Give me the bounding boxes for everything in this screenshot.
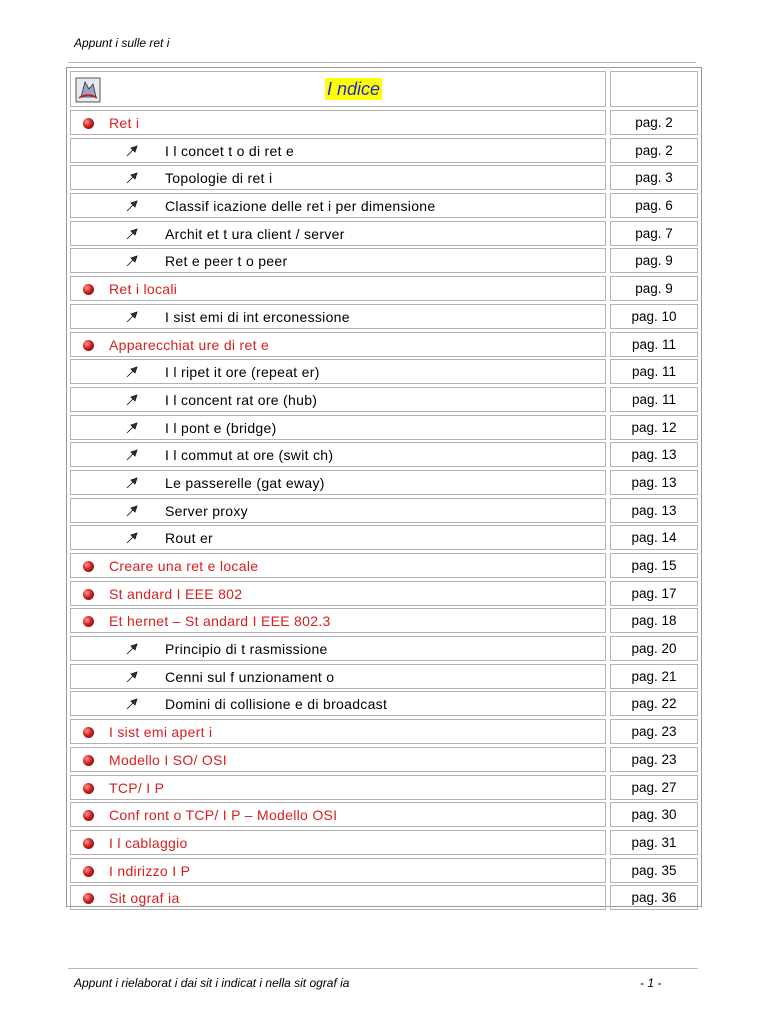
- footer-rule: [68, 968, 698, 969]
- arrow-bullet-icon: [126, 145, 138, 157]
- toc-row: [70, 304, 698, 332]
- toc-entry-cell: [70, 608, 606, 633]
- toc-page-ref: pag. 13: [610, 470, 698, 495]
- toc-entry-cell: [70, 415, 606, 440]
- toc-page-ref: pag. 23: [610, 747, 698, 772]
- arrow-bullet-icon: [126, 643, 138, 655]
- toc-section-label: I sist emi apert i: [109, 724, 213, 741]
- red-bullet-icon: [83, 893, 94, 904]
- toc-section-label: Ret i locali: [109, 281, 178, 298]
- toc-row: [70, 775, 698, 803]
- red-bullet-icon: [83, 866, 94, 877]
- toc-subsection-label: I l pont e (bridge): [165, 419, 277, 436]
- toc-title-cell: [70, 71, 606, 107]
- toc-entry-cell: [70, 221, 606, 246]
- toc-entry-cell: [70, 830, 606, 855]
- toc-entry-cell: [70, 664, 606, 689]
- toc-row: [70, 885, 698, 913]
- toc-page-ref: pag. 9: [610, 276, 698, 301]
- toc-header-row: [70, 71, 676, 107]
- document-icon: [75, 77, 101, 103]
- toc-section-label: St andard I EEE 802: [109, 585, 243, 602]
- toc-page-ref: pag. 15: [610, 553, 698, 578]
- toc-entry-cell: [70, 691, 606, 716]
- toc-entry-cell: [70, 802, 606, 827]
- toc-section-label: Modello I SO/ OSI: [109, 751, 227, 768]
- toc-page-ref: pag. 13: [610, 498, 698, 523]
- toc-subsection-label: Le passerelle (gat eway): [165, 474, 325, 491]
- toc-page-ref: pag. 35: [610, 858, 698, 883]
- toc-page-ref: pag. 12: [610, 415, 698, 440]
- arrow-bullet-icon: [126, 255, 138, 267]
- toc-row: [70, 110, 698, 138]
- toc-row: [70, 608, 698, 636]
- toc-row: [70, 359, 698, 387]
- toc-entry-cell: [70, 581, 606, 606]
- toc-entry-cell: [70, 248, 606, 273]
- toc-page-ref: pag. 10: [610, 304, 698, 329]
- toc-section-label: Apparecchiat ure di ret e: [109, 336, 270, 353]
- toc-entry-cell: [70, 636, 606, 661]
- toc-row: [70, 691, 698, 719]
- toc-subsection-label: I sist emi di int erconessione: [165, 308, 350, 325]
- toc-subsection-label: Classif icazione delle ret i per dimensione: [165, 198, 436, 215]
- toc-entry-cell: [70, 442, 606, 467]
- toc-row: [70, 553, 698, 581]
- toc-section-label: Ret i: [109, 115, 140, 131]
- toc-subsection-label: Archit et t ura client / server: [165, 225, 345, 242]
- toc-page-ref: pag. 14: [610, 525, 698, 550]
- toc-row: [70, 248, 698, 276]
- arrow-bullet-icon: [126, 422, 138, 434]
- toc-entry-cell: [70, 525, 606, 550]
- red-bullet-icon: [83, 284, 94, 295]
- toc-section-label: I l cablaggio: [109, 834, 188, 851]
- red-bullet-icon: [83, 783, 94, 794]
- toc-row: [70, 664, 698, 692]
- toc-page-ref: pag. 17: [610, 581, 698, 606]
- toc-subsection-label: Domini di collisione e di broadcast: [165, 696, 388, 713]
- toc-row: [70, 442, 698, 470]
- toc-entry-cell: [70, 470, 606, 495]
- arrow-bullet-icon: [126, 505, 138, 517]
- toc-entry-cell: [70, 193, 606, 218]
- arrow-bullet-icon: [126, 449, 138, 461]
- toc-page-ref: pag. 7: [610, 221, 698, 246]
- red-bullet-icon: [83, 810, 94, 821]
- toc-section-label: Creare una ret e locale: [109, 558, 259, 574]
- toc-row: [70, 498, 698, 526]
- toc-row: [70, 221, 698, 249]
- toc-entries: [70, 110, 698, 913]
- toc-page-ref: pag. 2: [610, 138, 698, 163]
- toc-entry-cell: [70, 387, 606, 412]
- red-bullet-icon: [83, 118, 94, 129]
- toc-entry-cell: [70, 719, 606, 744]
- toc-entry-cell: [70, 332, 606, 357]
- toc-title-page-cell: [610, 71, 698, 107]
- toc-subsection-label: I l commut at ore (swit ch): [165, 447, 334, 464]
- toc-section-label: Et hernet – St andard I EEE 802.3: [109, 613, 331, 630]
- red-bullet-icon: [83, 561, 94, 572]
- toc-row: [70, 858, 698, 886]
- arrow-bullet-icon: [126, 200, 138, 212]
- toc-entry-cell: [70, 553, 606, 578]
- toc-row: [70, 165, 698, 193]
- toc-title: I ndice: [327, 79, 381, 99]
- toc-page-ref: pag. 11: [610, 359, 698, 384]
- toc-page-ref: pag. 11: [610, 332, 698, 357]
- toc-page-ref: pag. 21: [610, 664, 698, 689]
- arrow-bullet-icon: [126, 477, 138, 489]
- toc-subsection-label: Cenni sul f unzionament o: [165, 668, 335, 685]
- toc-subsection-label: Rout er: [165, 530, 214, 547]
- toc-subsection-label: I l concet t o di ret e: [165, 142, 295, 159]
- toc-page-ref: pag. 6: [610, 193, 698, 218]
- toc-section-label: Sit ograf ia: [109, 890, 180, 907]
- toc-row: [70, 387, 698, 415]
- toc-page-ref: pag. 31: [610, 830, 698, 855]
- page-number: - 1 -: [640, 976, 662, 990]
- toc-entry-cell: [70, 276, 606, 301]
- red-bullet-icon: [83, 589, 94, 600]
- toc-subsection-label: Topologie di ret i: [165, 170, 273, 187]
- toc-page-ref: pag. 20: [610, 636, 698, 661]
- toc-row: [70, 719, 698, 747]
- toc-entry-cell: [70, 885, 606, 910]
- arrow-bullet-icon: [126, 172, 138, 184]
- arrow-bullet-icon: [126, 311, 138, 323]
- toc-row: [70, 276, 698, 304]
- toc-entry-cell: [70, 304, 606, 329]
- toc-row: [70, 830, 698, 858]
- arrow-bullet-icon: [126, 366, 138, 378]
- toc-entry-cell: [70, 110, 606, 135]
- toc-page-ref: pag. 18: [610, 608, 698, 633]
- toc-subsection-label: I l ripet it ore (repeat er): [165, 364, 320, 381]
- toc-section-label: I ndirizzo I P: [109, 862, 191, 879]
- toc-subsection-label: Principio di t rasmissione: [165, 641, 328, 658]
- arrow-bullet-icon: [126, 532, 138, 544]
- toc-page-ref: pag. 2: [610, 110, 698, 135]
- toc-entry-cell: [70, 858, 606, 883]
- toc-page-ref: pag. 3: [610, 165, 698, 190]
- arrow-bullet-icon: [126, 671, 138, 683]
- toc-row: [70, 525, 698, 553]
- toc-entry-cell: [70, 138, 606, 163]
- toc-row: [70, 138, 698, 166]
- red-bullet-icon: [83, 616, 94, 627]
- toc-page-ref: pag. 23: [610, 719, 698, 744]
- toc-page-ref: pag. 9: [610, 248, 698, 273]
- toc-row: [70, 802, 698, 830]
- toc-section-label: TCP/ I P: [109, 779, 165, 796]
- toc-row: [70, 332, 698, 360]
- toc-page-ref: pag. 30: [610, 802, 698, 827]
- toc-section-label: Conf ront o TCP/ I P – Modello OSI: [109, 807, 338, 824]
- header-rule: [68, 62, 696, 63]
- toc-subsection-label: Ret e peer t o peer: [165, 253, 288, 270]
- toc-subsection-label: Server proxy: [165, 502, 248, 519]
- toc-page-ref: pag. 13: [610, 442, 698, 467]
- toc-page-ref: pag. 11: [610, 387, 698, 412]
- toc-entry-cell: [70, 498, 606, 523]
- red-bullet-icon: [83, 838, 94, 849]
- toc-row: [70, 415, 698, 443]
- running-header: Appunt i sulle ret i: [74, 36, 170, 50]
- toc-entry-cell: [70, 747, 606, 772]
- toc-row: [70, 581, 698, 609]
- toc-row: [70, 747, 698, 775]
- toc-page-ref: pag. 22: [610, 691, 698, 716]
- toc-row: [70, 470, 698, 498]
- red-bullet-icon: [83, 340, 94, 351]
- toc-row: [70, 193, 698, 221]
- toc-entry-cell: [70, 775, 606, 800]
- toc-page-ref: pag. 36: [610, 885, 698, 910]
- toc-page-ref: pag. 27: [610, 775, 698, 800]
- arrow-bullet-icon: [126, 228, 138, 240]
- toc-entry-cell: [70, 165, 606, 190]
- arrow-bullet-icon: [126, 698, 138, 710]
- toc-row: [70, 636, 698, 664]
- toc-entry-cell: [70, 359, 606, 384]
- toc-subsection-label: I l concent rat ore (hub): [165, 391, 318, 408]
- red-bullet-icon: [83, 755, 94, 766]
- footer-note: Appunt i rielaborat i dai sit i indicat i nella sit ograf ia: [74, 976, 350, 990]
- arrow-bullet-icon: [126, 394, 138, 406]
- red-bullet-icon: [83, 727, 94, 738]
